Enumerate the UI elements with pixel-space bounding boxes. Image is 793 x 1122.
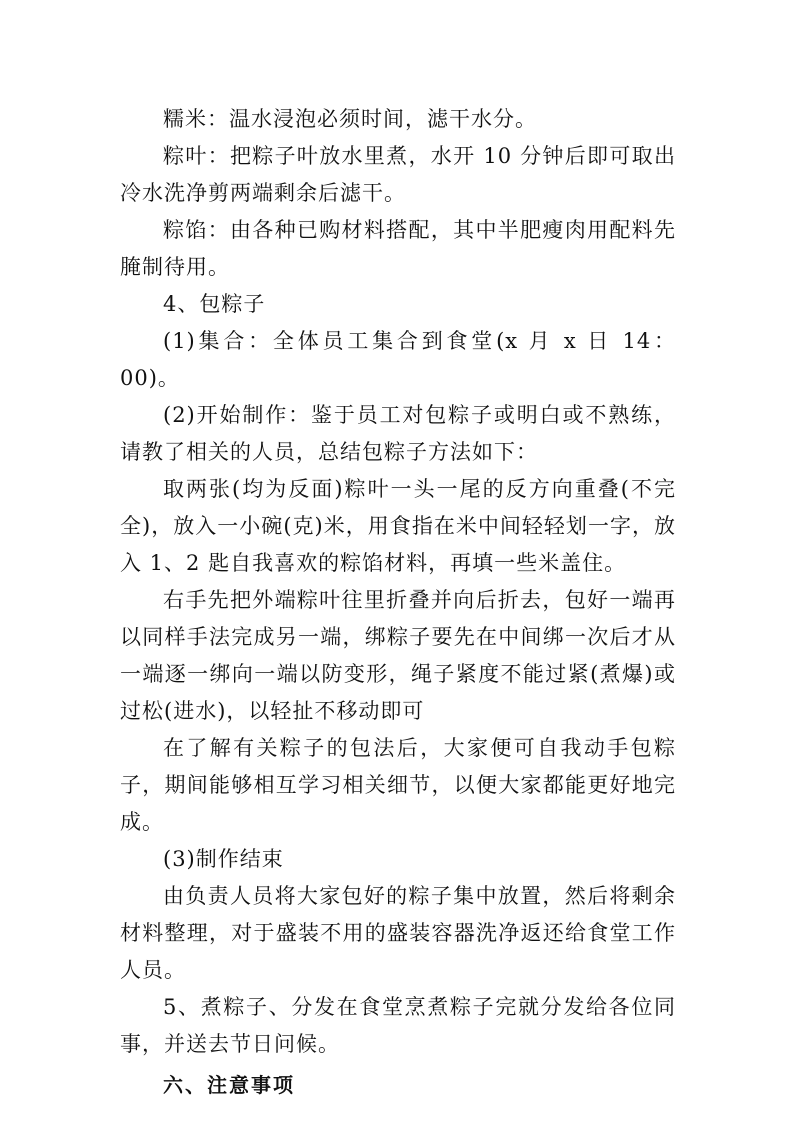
substep-1-gather: (1)集合：全体员工集合到食堂(x 月 x 日 14：00)。: [120, 329, 676, 390]
substep-2-start-making: (2)开始制作：鉴于员工对包粽子或明白或不熟练，请教了相关的人员，总结包粽子方法如下：: [120, 403, 676, 464]
step-5-cook-distribute: 5、煮粽子、分发在食堂烹煮粽子完就分发给各位同事，并送去节日问候。: [120, 995, 676, 1056]
paragraph-method-folding: 右手先把外端粽叶往里折叠并向后折去，包好一端再以同样手法完成另一端，绑粽子要先在中间绑一次后才从一端逐一绑向一端以防变形，绳子紧度不能过紧(煮爆)或过松(进水)，以轻扯不移动即可: [120, 588, 676, 723]
document-body: [120, 101, 676, 1104]
paragraph-method-leaves: 取两张(均为反面)粽叶一头一尾的反方向重叠(不完全)，放入一小碗(克)米，用食指在米中间轻轻划一字，放入 1、2 匙自我喜欢的粽馅材料，再填一些米盖住。: [120, 477, 676, 575]
section-heading-notes: 六、注意事项: [163, 1073, 295, 1097]
paragraph-zongzi-filling: 粽馅：由各种已购材料搭配，其中半肥瘦肉用配料先腌制待用。: [120, 218, 676, 279]
paragraph-glutinous-rice: 糯米：温水浸泡必须时间，滤干水分。: [163, 107, 537, 131]
paragraph-cleanup: 由负责人员将大家包好的粽子集中放置，然后将剩余材料整理，对于盛装不用的盛装容器洗净返还给食堂工作人员。: [120, 884, 676, 982]
paragraph-zongzi-leaves: 粽叶：把粽子叶放水里煮，水开 10 分钟后即可取出冷水洗净剪两端剩余后滤干。: [120, 144, 676, 205]
step-4-wrap-zongzi: 4、包粽子: [163, 292, 266, 316]
substep-3-finish: (3)制作结束: [163, 847, 284, 871]
paragraph-self-practice: 在了解有关粽子的包法后，大家便可自我动手包粽子，期间能够相互学习相关细节，以便大家都能更好地完成。: [120, 736, 676, 834]
